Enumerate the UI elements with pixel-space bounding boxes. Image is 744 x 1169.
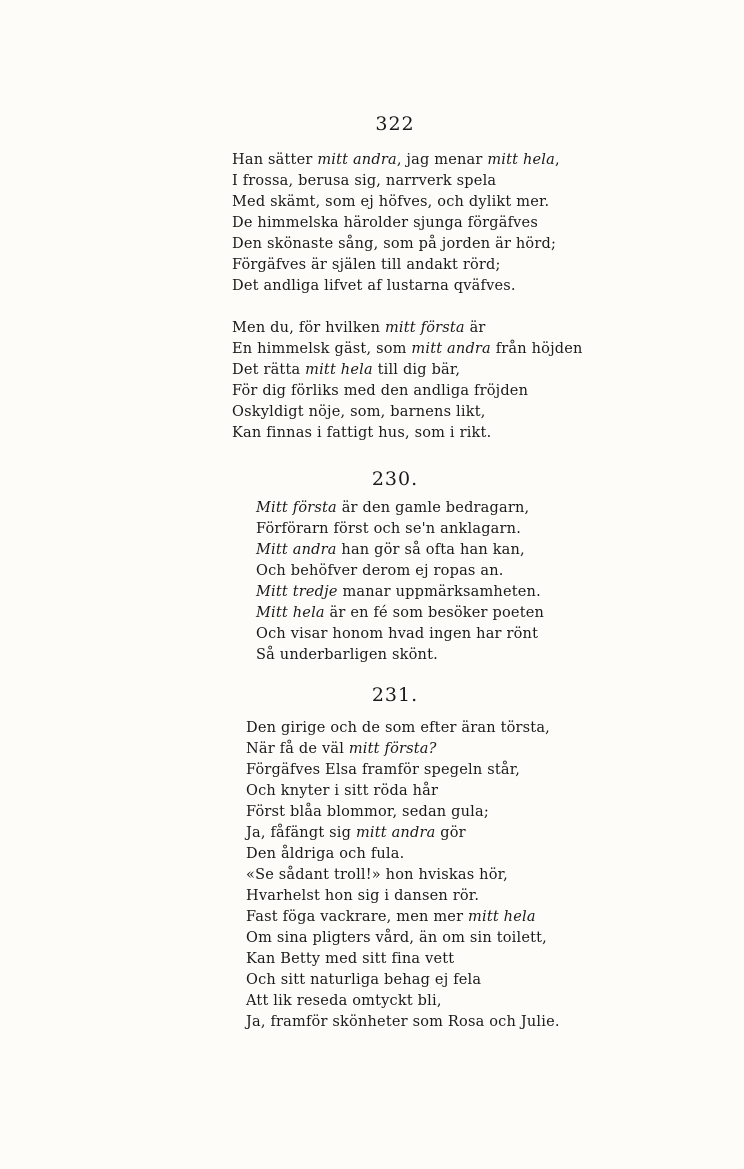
poem-line bbox=[232, 276, 560, 297]
line-text: , bbox=[554, 152, 560, 168]
line-text: , jag menar bbox=[396, 152, 488, 168]
line-text: Det rätta bbox=[232, 362, 306, 378]
line-text: manar uppmärksamheten. bbox=[337, 584, 541, 600]
poem-line bbox=[246, 949, 560, 970]
poem-line bbox=[246, 844, 560, 865]
line-text: Och behöfver derom ej ropas an. bbox=[256, 563, 504, 579]
poem-line bbox=[246, 865, 560, 886]
line-text: är en fé som besöker poeten bbox=[324, 605, 545, 621]
poem-line bbox=[256, 645, 544, 666]
italic-riddle-term: Mitt hela bbox=[256, 605, 325, 621]
line-text: han gör så ofta han kan, bbox=[336, 542, 525, 558]
line-text: «Se sådant troll!» hon hviskas hör, bbox=[246, 867, 508, 883]
poem-line bbox=[246, 823, 560, 844]
poem-line bbox=[232, 234, 560, 255]
italic-riddle-term: mitt hela bbox=[487, 152, 555, 168]
line-text: I frossa, berusa sig, narrverk spela bbox=[232, 173, 497, 189]
poem-line bbox=[246, 970, 560, 991]
poem-line bbox=[232, 213, 560, 234]
line-text: Och knyter i sitt röda hår bbox=[246, 783, 439, 799]
line-text: Hvarhelst hon sig i dansen rör. bbox=[246, 888, 480, 904]
line-text: Kan finnas i fattigt hus, som i rikt. bbox=[232, 425, 492, 441]
poem-line bbox=[232, 360, 583, 381]
italic-riddle-term: mitt första bbox=[384, 320, 465, 336]
poem-line bbox=[246, 886, 560, 907]
italic-riddle-term: mitt första? bbox=[348, 741, 437, 757]
poem-line bbox=[256, 498, 544, 519]
page-number: 322 bbox=[375, 113, 415, 135]
line-text: En himmelsk gäst, som bbox=[232, 341, 412, 357]
line-text: är den gamle bedragarn, bbox=[336, 500, 530, 516]
line-text: Att lik reseda omtyckt bli, bbox=[246, 993, 442, 1009]
line-text: Om sina pligters vård, än om sin toilett, bbox=[246, 930, 547, 946]
line-text: till dig bär, bbox=[372, 362, 461, 378]
italic-riddle-term: Mitt första bbox=[256, 500, 337, 516]
riddle-number-heading: 231. bbox=[371, 684, 419, 706]
poem-line bbox=[232, 171, 560, 192]
line-text: För dig förliks med den andliga fröjden bbox=[232, 383, 529, 399]
poem-line bbox=[256, 603, 544, 624]
line-text: Den åldriga och fula. bbox=[246, 846, 405, 862]
line-text: Kan Betty med sitt fina vett bbox=[246, 951, 455, 967]
line-text: Oskyldigt nöje, som, barnens likt, bbox=[232, 404, 486, 420]
poem-line bbox=[246, 802, 560, 823]
italic-riddle-term: mitt andra bbox=[355, 825, 436, 841]
poem-line bbox=[256, 561, 544, 582]
italic-riddle-term: mitt andra bbox=[411, 341, 491, 357]
line-text: gör bbox=[435, 825, 466, 841]
poem-line bbox=[232, 150, 560, 171]
poem-line bbox=[232, 381, 583, 402]
poem-line bbox=[256, 582, 544, 603]
line-text: från höjden bbox=[490, 341, 583, 357]
poem-line bbox=[232, 192, 560, 213]
line-text: är bbox=[464, 320, 486, 336]
poem-line bbox=[246, 1012, 560, 1033]
poem-line bbox=[232, 339, 583, 360]
poem-stanza bbox=[256, 498, 544, 666]
poem-line bbox=[246, 991, 560, 1012]
riddle-number-heading: 230. bbox=[371, 468, 419, 490]
line-text: Först blåa blommor, sedan gula; bbox=[246, 804, 489, 820]
poem-line bbox=[232, 318, 583, 339]
italic-riddle-term: Mitt tredje bbox=[256, 584, 338, 600]
poem-line bbox=[246, 739, 560, 760]
poem-line bbox=[256, 624, 544, 645]
italic-riddle-term: mitt andra bbox=[317, 152, 397, 168]
line-text: Ja, fåfängt sig bbox=[246, 825, 356, 841]
line-text: Och sitt naturliga behag ej fela bbox=[246, 972, 482, 988]
line-text: Ja, framför skönheter som Rosa och Julie. bbox=[246, 1014, 560, 1030]
poem-line bbox=[232, 423, 583, 444]
line-text: Men du, för hvilken bbox=[232, 320, 385, 336]
poem-line bbox=[246, 760, 560, 781]
poem-line bbox=[246, 718, 560, 739]
line-text: Förgäfves Elsa framför spegeln står, bbox=[246, 762, 521, 778]
poem-line bbox=[246, 781, 560, 802]
poem-line bbox=[246, 928, 560, 949]
line-text: Med skämt, som ej höfves, och dylikt mer. bbox=[232, 194, 550, 210]
line-text: Han sätter bbox=[232, 152, 318, 168]
poem-line bbox=[256, 540, 544, 561]
italic-riddle-term: mitt hela bbox=[468, 909, 536, 925]
line-text: De himmelska härolder sjunga förgäfves bbox=[232, 215, 538, 231]
italic-riddle-term: mitt hela bbox=[305, 362, 373, 378]
line-text: Så underbarligen skönt. bbox=[256, 647, 438, 663]
line-text: Fast föga vackrare, men mer bbox=[246, 909, 469, 925]
line-text: Och visar honom hvad ingen har rönt bbox=[256, 626, 539, 642]
line-text: Den skönaste sång, som på jorden är hörd; bbox=[232, 236, 557, 252]
poem-stanza bbox=[232, 150, 560, 297]
poem-stanza bbox=[246, 718, 560, 1033]
poem-line bbox=[232, 402, 583, 423]
line-text: Förförarn först och se'n anklagarn. bbox=[256, 521, 521, 537]
line-text: Förgäfves är själen till andakt rörd; bbox=[232, 257, 501, 273]
poem-line bbox=[232, 255, 560, 276]
line-text: Den girige och de som efter äran törsta, bbox=[246, 720, 550, 736]
italic-riddle-term: Mitt andra bbox=[256, 542, 337, 558]
line-text: Det andliga lifvet af lustarna qväfves. bbox=[232, 278, 516, 294]
poem-line bbox=[246, 907, 560, 928]
poem-line bbox=[256, 519, 544, 540]
line-text: När få de väl bbox=[246, 741, 349, 757]
poem-stanza bbox=[232, 318, 583, 444]
